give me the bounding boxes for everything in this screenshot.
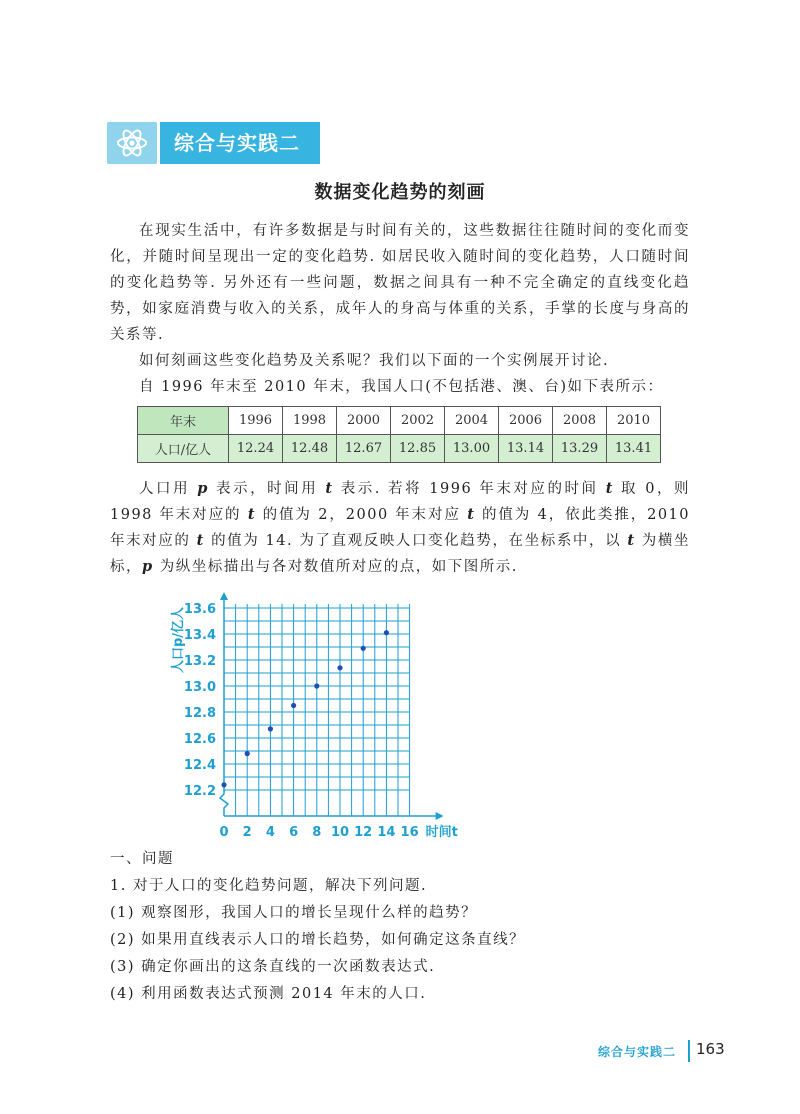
data-point bbox=[291, 703, 296, 708]
section-icon-box bbox=[107, 122, 157, 164]
text-run: 的值为 4，依此类推，2010 年末对应的 bbox=[110, 507, 691, 549]
table-cell: 12.85 bbox=[391, 435, 445, 463]
explanation-block bbox=[110, 476, 690, 580]
questions-title: 一、问题 bbox=[110, 851, 174, 867]
y-tick-label: 13.2 bbox=[183, 654, 216, 669]
table-row-year bbox=[138, 407, 661, 435]
y-axis-arrow bbox=[220, 592, 228, 600]
table-cell: 12.48 bbox=[283, 435, 337, 463]
intro-paragraph-1: 在现实生活中，有许多数据是与时间有关的，这些数据往往随时间的变化而变化，并随时间呈现出一定的变化趋势. 如居民收入随时间的变化趋势，人口随时间的变化趋势等. 另外还有一些问题，数据之间具有一种不完全确定的直线变化趋势，如家庭消费与收入的关系，成年人的身高与体重的关系，手掌的长度与身高的关系等. bbox=[110, 223, 690, 343]
math-var: t bbox=[627, 532, 636, 549]
table-cell: 2004 bbox=[445, 407, 499, 435]
data-point bbox=[245, 751, 250, 756]
table-header-population: 人口/亿人 bbox=[138, 435, 229, 463]
table-header-year: 年末 bbox=[138, 407, 229, 435]
intro-paragraph-3: 自 1996 年末至 2010 年末，我国人口(不包括港、澳、台)如下表所示： bbox=[139, 379, 664, 395]
page-number: 163 bbox=[696, 1040, 725, 1058]
question-1-3: (3) 确定你画出的这条直线的一次函数表达式. bbox=[110, 959, 436, 975]
page-title: 数据变化趋势的刻画 bbox=[314, 182, 486, 203]
y-tick-label: 12.6 bbox=[183, 732, 216, 747]
population-scatter-chart bbox=[150, 590, 650, 846]
questions-block bbox=[110, 846, 690, 1008]
math-var: t bbox=[325, 480, 334, 497]
data-point bbox=[221, 782, 226, 787]
data-point bbox=[361, 646, 366, 651]
table-cell: 2002 bbox=[391, 407, 445, 435]
data-point bbox=[337, 665, 342, 670]
atom-icon bbox=[115, 126, 149, 160]
math-var: t bbox=[196, 532, 205, 549]
x-axis-label: 时间t bbox=[425, 825, 458, 840]
question-1-2: (2) 如果用直线表示人口的增长趋势，如何确定这条直线？ bbox=[110, 932, 526, 948]
table-cell: 2000 bbox=[337, 407, 391, 435]
text-run: 的值为 2，2000 年末对应 bbox=[256, 507, 468, 523]
text-run: 的值为 14. 为了直观反映人口变化趋势，在坐标系中，以 bbox=[204, 533, 628, 549]
data-point bbox=[268, 726, 273, 731]
text-run: 取 0，则 1998 年末对应的 bbox=[110, 481, 691, 523]
intro-paragraph-2: 如何刻画这些变化趋势及关系呢？我们以下面的一个实例展开讨论. bbox=[139, 353, 610, 369]
table-cell: 12.24 bbox=[229, 435, 283, 463]
text-run: 表示，时间用 bbox=[208, 481, 326, 497]
data-point bbox=[384, 630, 389, 635]
math-var: p bbox=[197, 480, 209, 497]
table-cell: 13.14 bbox=[499, 435, 553, 463]
footer-divider bbox=[688, 1040, 690, 1062]
question-1-1: (1) 观察图形，我国人口的增长呈现什么样的趋势？ bbox=[110, 905, 478, 921]
table-cell: 13.41 bbox=[607, 435, 661, 463]
y-tick-label: 13.6 bbox=[183, 602, 216, 617]
y-tick-label: 12.8 bbox=[183, 706, 216, 721]
math-var: t bbox=[467, 506, 476, 523]
question-1-4: (4) 利用函数表达式预测 2014 年末的人口. bbox=[110, 986, 427, 1002]
table-cell: 2006 bbox=[499, 407, 553, 435]
text-run: 人口用 bbox=[139, 481, 198, 497]
table-cell: 1998 bbox=[283, 407, 337, 435]
math-var: p bbox=[142, 558, 154, 575]
section-title: 综合与实践二 bbox=[160, 122, 320, 164]
x-tick-label: 2 bbox=[242, 825, 252, 840]
y-tick-label: 12.4 bbox=[183, 758, 216, 773]
y-tick-label: 12.2 bbox=[183, 784, 216, 799]
math-var: t bbox=[605, 480, 614, 497]
text-run: 为横坐标， bbox=[110, 533, 690, 575]
table-cell: 2008 bbox=[553, 407, 607, 435]
x-tick-label: 14 bbox=[377, 825, 396, 840]
data-point bbox=[314, 683, 319, 688]
x-tick-label: 10 bbox=[330, 825, 350, 840]
x-tick-label: 12 bbox=[354, 825, 373, 840]
x-tick-label: 4 bbox=[265, 825, 275, 840]
explanation-paragraph bbox=[110, 476, 690, 580]
y-tick-label: 13.0 bbox=[183, 680, 216, 695]
footer-section-label: 综合与实践二 bbox=[598, 1045, 677, 1059]
intro-block bbox=[110, 218, 690, 400]
table-cell: 2010 bbox=[607, 407, 661, 435]
x-tick-label: 8 bbox=[312, 825, 322, 840]
y-axis-label: 人口p/亿人 bbox=[171, 606, 186, 674]
text-run: 为纵坐标描出与各对数值所对应的点，如下图所示. bbox=[153, 559, 518, 575]
x-tick-label: 6 bbox=[289, 825, 299, 840]
y-tick-label: 13.4 bbox=[183, 628, 216, 643]
population-table bbox=[137, 406, 661, 463]
table-cell: 13.00 bbox=[445, 435, 499, 463]
question-1: 1. 对于人口的变化趋势问题，解决下列问题. bbox=[110, 878, 428, 894]
x-axis-arrow bbox=[436, 812, 444, 820]
x-tick-label: 16 bbox=[400, 825, 419, 840]
x-tick-label: 0 bbox=[219, 825, 229, 840]
table-cell: 1996 bbox=[229, 407, 283, 435]
math-var: t bbox=[247, 506, 257, 523]
text-run: 表示. 若将 1996 年末对应的时间 bbox=[333, 481, 606, 497]
table-cell: 13.29 bbox=[553, 435, 607, 463]
table-row-population bbox=[138, 435, 661, 463]
table-cell: 12.67 bbox=[337, 435, 391, 463]
